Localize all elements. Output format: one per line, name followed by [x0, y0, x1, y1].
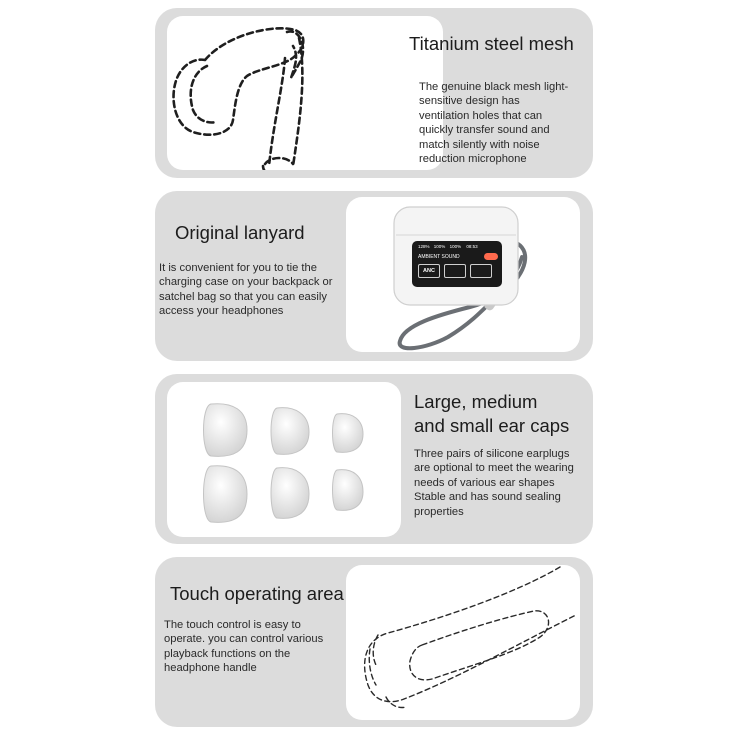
handle-outline-image [346, 565, 580, 720]
section-lanyard [155, 191, 593, 361]
charging-case-image [346, 197, 580, 352]
sound-button[interactable] [470, 264, 492, 278]
earbud-outline-image [167, 16, 443, 170]
anc-button[interactable]: ANC [418, 264, 440, 278]
section-title-line1: Large, medium [414, 391, 538, 412]
earbud-outline-icon [167, 16, 443, 170]
battery-case: 100% [449, 244, 462, 249]
touch-handle-icon [346, 565, 580, 720]
section-title: Titanium steel mesh [409, 33, 574, 54]
ambient-toggle[interactable] [484, 253, 498, 260]
section-touch [155, 557, 593, 727]
section-description: Three pairs of silicone earplugs are optional to meet the wearing needs of various ear shapes Stable and has sound sealing properties [414, 448, 574, 518]
battery-right: 100% [433, 244, 446, 249]
clock: 08:53 [466, 244, 478, 249]
case-screen-status [418, 244, 498, 249]
section-mesh [155, 8, 593, 178]
ambient-label: AMBIENT SOUND [418, 254, 460, 260]
section-title: Original lanyard [175, 222, 305, 243]
section-title-line2: and small ear caps [414, 415, 570, 436]
ear-caps-icon [167, 382, 401, 537]
section-description: It is convenient for you to tie the charging case on your backpack or satchel bag so that you can easily access your headphones [159, 262, 333, 318]
section-title: Touch operating area [170, 583, 344, 604]
battery-left: 128% [418, 244, 430, 249]
section-description: The genuine black mesh light-sensitive design has ventilation holes that can quickly transfer sound and match silently with noise reduction microphone [419, 81, 569, 166]
section-description: The touch control is easy to operate. you can control various playback functions on the headphone handle [164, 619, 324, 675]
section-ear-caps [155, 374, 593, 544]
ear-caps-image [167, 382, 401, 537]
transparency-button[interactable] [444, 264, 466, 278]
